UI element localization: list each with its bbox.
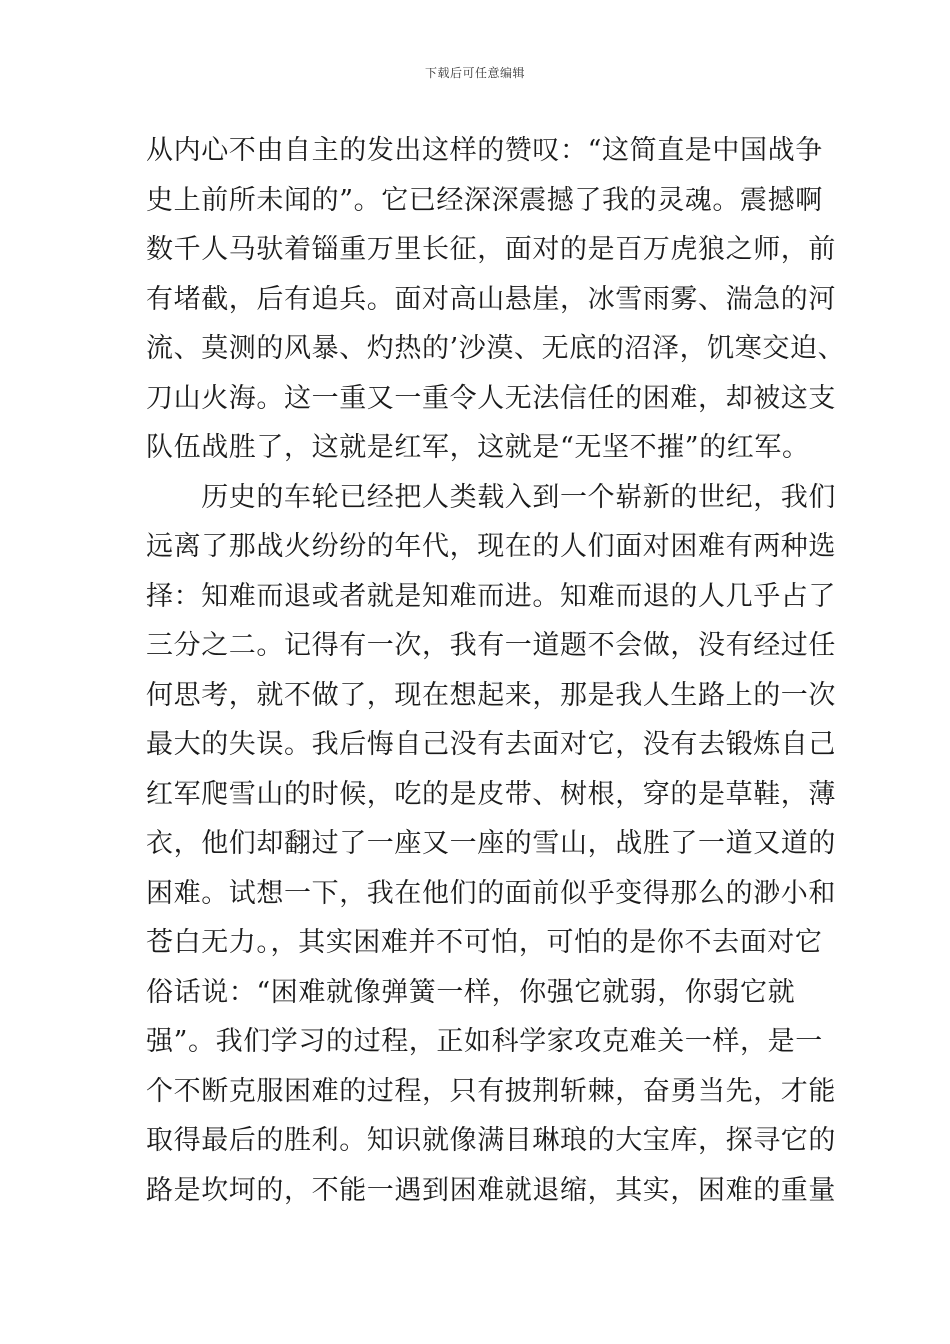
text-line: 流、莫测的风暴、灼热的’沙漠、无底的沼泽，饥寒交迫、	[146, 333, 846, 364]
page-header: 下载后可任意编辑	[424, 66, 525, 80]
text-line: 取得最后的胜利。知识就像满目琳琅的大宝库，探寻它的	[146, 1125, 836, 1156]
text-line: 何思考，就不做了，现在想起来，那是我人生路上的一次	[146, 679, 836, 711]
text-line: 路是坎坷的，不能一遇到困难就退缩，其实，困难的重量	[146, 1174, 836, 1206]
text-line: 历史的车轮已经把人类载入到一个崭新的世纪，我们	[146, 481, 836, 513]
text-line: 刀山火海。这一重又一重令人无法信任的困难，却被这支	[146, 382, 836, 414]
text-line: 苍白无力。，其实困难并不可怕，可怕的是你不去面对它	[146, 927, 823, 958]
text-line: 史上前所未闻的”。它已经深深震撼了我的灵魂。震撼啊	[146, 184, 823, 216]
text-line: 最大的失误。我后悔自己没有去面对它，没有去锻炼自己	[146, 729, 836, 760]
text-line: 三分之二。记得有一次，我有一道题不会做，没有经过任	[146, 630, 836, 661]
text-line: 择：知难而退或者就是知难而进。知难而退的人几乎占了	[146, 580, 836, 612]
text-line: 远离了那战火纷纷的年代，现在的人们面对困难有两种选	[146, 531, 836, 562]
document-body	[146, 126, 846, 1215]
text-line: 强”。我们学习的过程，正如科学家攻克难关一样，是一	[146, 1026, 823, 1057]
text-line: 俗话说：“困难就像弹簧一样，你强它就弱，你弱它就	[146, 976, 796, 1008]
text-line: 红军爬雪山的时候，吃的是皮带、树根，穿的是草鞋，薄	[146, 778, 836, 810]
text-line: 数千人马驮着锱重万里长征，面对的是百万虎狼之师，前	[146, 234, 836, 265]
text-line: 困难。试想一下，我在他们的面前似乎变得那么的渺小和	[146, 877, 836, 909]
text-line: 队伍战胜了，这就是红军，这就是“无坚不摧”的红军。	[146, 432, 810, 463]
text-line: 有堵截，后有追兵。面对高山悬崖，冰雪雨雾、湍急的河	[146, 283, 836, 315]
text-line: 从内心不由自主的发出这样的赞叹：“这简直是中国战争	[146, 135, 823, 166]
text-line: 个不断克服困难的过程，只有披荆斩棘，奋勇当先，才能	[146, 1075, 836, 1107]
text-line: 衣，他们却翻过了一座又一座的雪山，战胜了一道又道的	[146, 828, 836, 859]
